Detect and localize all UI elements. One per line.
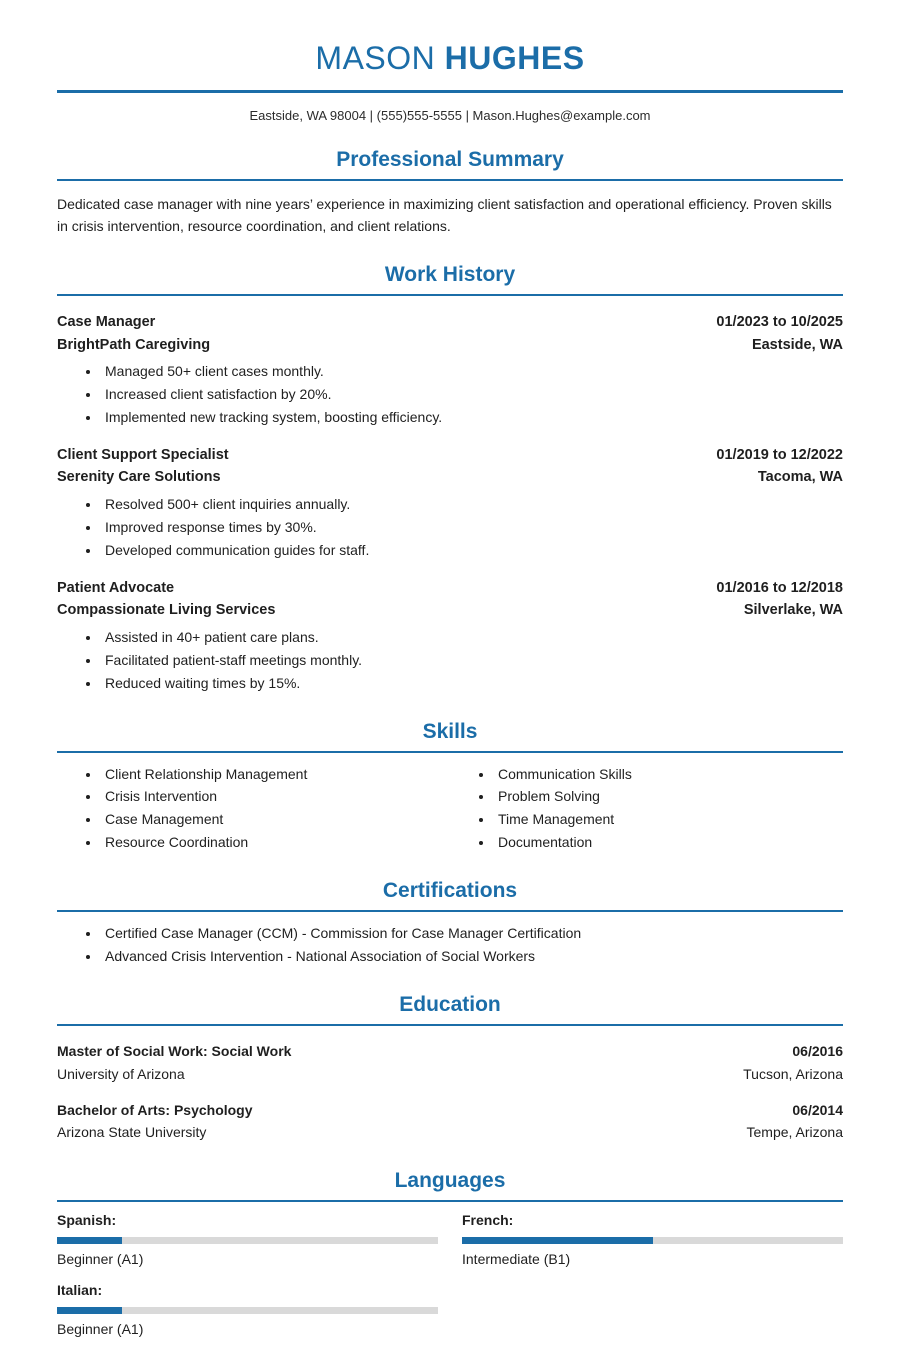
language-level: Beginner (A1)	[57, 1250, 144, 1267]
job-title-block	[57, 444, 229, 489]
summary-text: Dedicated case manager with nine years’ experience in maximizing client satisfaction and operational efficiency. Proven skills in crisis intervention, resource coordination, and client relations.	[57, 195, 832, 235]
section-work-history	[57, 263, 843, 694]
job-dates: 01/2019 to 12/2022	[716, 446, 843, 463]
education-school: Arizona State University	[57, 1124, 207, 1141]
language-progress-fill	[462, 1237, 653, 1244]
job-dates: 01/2016 to 12/2018	[716, 579, 843, 596]
name-space	[435, 40, 444, 76]
certifications-section-title: Certifications	[382, 879, 518, 903]
job-header	[57, 311, 843, 356]
job-header	[57, 444, 843, 489]
skills-grid	[57, 763, 843, 855]
work-history-divider	[57, 294, 843, 296]
job-bullet: • Developed communication guides for staff.	[101, 539, 843, 562]
job-title: Client Support Specialist	[57, 446, 229, 463]
job-list	[57, 311, 843, 694]
education-right-block	[743, 1040, 843, 1085]
job-bullet-list	[57, 626, 843, 695]
skill-item: • Communication Skills	[494, 763, 843, 786]
language-label: Spanish:	[57, 1211, 117, 1228]
job-bullet: • Facilitated patient-staff meetings monthly.	[101, 649, 843, 672]
education-location: Tucson, Arizona	[743, 1065, 843, 1082]
education-left-block	[57, 1040, 291, 1085]
language-item	[57, 1282, 438, 1337]
job-meta-block	[716, 311, 843, 356]
skill-item: • Problem Solving	[494, 785, 843, 808]
skill-item: • Resource Coordination	[101, 831, 450, 854]
education-degree: Master of Social Work: Social Work	[57, 1043, 292, 1060]
job-bullet-list	[57, 493, 843, 562]
resume-header	[57, 40, 843, 123]
education-right-block	[747, 1099, 844, 1144]
candidate-name	[57, 40, 843, 77]
skill-item: • Case Management	[101, 808, 450, 831]
job-entry	[57, 444, 843, 562]
job-bullet: • Resolved 500+ client inquiries annually.	[101, 493, 843, 516]
candidate-last-name: HUGHES	[444, 40, 585, 76]
job-company: Serenity Care Solutions	[57, 469, 221, 486]
job-location: Eastside, WA	[751, 336, 843, 353]
language-level: Beginner (A1)	[57, 1320, 144, 1337]
job-title-block	[57, 577, 275, 622]
job-company: BrightPath Caregiving	[57, 336, 211, 353]
skills-column-left	[57, 763, 450, 855]
languages-section-title: Languages	[394, 1168, 506, 1192]
contact-info: Eastside, WA 98004 | (555)555-5555 | Mason.Hughes@example.com	[249, 107, 651, 123]
job-company: Compassionate Living Services	[57, 602, 276, 619]
education-location: Tempe, Arizona	[746, 1124, 843, 1141]
job-title: Case Manager	[57, 314, 156, 331]
candidate-first-name: MASON	[315, 40, 436, 76]
education-date: 06/2016	[792, 1043, 843, 1060]
job-title: Patient Advocate	[57, 579, 175, 596]
skills-divider	[57, 751, 843, 753]
education-entry	[57, 1099, 843, 1144]
skill-item: • Client Relationship Management	[101, 763, 450, 786]
job-bullet: • Managed 50+ client cases monthly.	[101, 360, 843, 383]
summary-divider	[57, 179, 843, 181]
job-bullet: • Reduced waiting times by 15%.	[101, 672, 843, 695]
education-degree: Bachelor of Arts: Psychology	[57, 1102, 253, 1119]
section-languages	[57, 1169, 843, 1337]
certification-item: • Advanced Crisis Intervention - National Association of Social Workers	[101, 945, 843, 968]
summary-section-title: Professional Summary	[336, 147, 564, 171]
language-item	[57, 1212, 438, 1267]
job-bullet: • Implemented new tracking system, boosting efficiency.	[101, 406, 843, 429]
certification-item: • Certified Case Manager (CCM) - Commission for Case Manager Certification	[101, 922, 843, 945]
skills-column-right	[450, 763, 843, 855]
certification-list	[57, 922, 843, 968]
skill-item: • Documentation	[494, 831, 843, 854]
job-dates: 01/2023 to 10/2025	[716, 314, 843, 331]
education-school: University of Arizona	[57, 1065, 185, 1082]
skill-item: • Crisis Intervention	[101, 785, 450, 808]
certifications-divider	[57, 910, 843, 912]
section-professional-summary	[57, 148, 843, 238]
language-progress-fill	[57, 1237, 122, 1244]
section-certifications	[57, 879, 843, 968]
job-header	[57, 577, 843, 622]
language-progress-fill	[57, 1307, 122, 1314]
job-meta-block	[716, 444, 843, 489]
education-list	[57, 1040, 843, 1144]
job-location: Silverlake, WA	[743, 602, 843, 619]
language-label: Italian:	[57, 1281, 103, 1298]
language-level: Intermediate (B1)	[462, 1250, 571, 1267]
education-date: 06/2014	[792, 1102, 843, 1119]
job-entry	[57, 577, 843, 695]
job-location: Tacoma, WA	[757, 469, 843, 486]
education-entry	[57, 1040, 843, 1085]
job-bullet-list	[57, 360, 843, 429]
skill-item: • Time Management	[494, 808, 843, 831]
job-entry	[57, 311, 843, 429]
job-bullet: • Increased client satisfaction by 20%.	[101, 383, 843, 406]
language-progress-bar	[57, 1237, 438, 1244]
work-history-section-title: Work History	[384, 263, 516, 287]
education-divider	[57, 1024, 843, 1026]
job-title-block	[57, 311, 210, 356]
job-bullet: • Assisted in 40+ patient care plans.	[101, 626, 843, 649]
languages-divider	[57, 1200, 843, 1202]
section-education	[57, 993, 843, 1144]
section-skills	[57, 720, 843, 855]
education-left-block	[57, 1099, 253, 1144]
job-meta-block	[716, 577, 843, 622]
language-grid	[57, 1212, 843, 1337]
job-bullet: • Improved response times by 30%.	[101, 516, 843, 539]
education-section-title: Education	[399, 993, 501, 1017]
language-progress-bar	[57, 1307, 438, 1314]
language-item	[462, 1212, 843, 1267]
language-label: French:	[462, 1211, 514, 1228]
language-progress-bar	[462, 1237, 843, 1244]
skills-section-title: Skills	[422, 719, 478, 743]
header-divider	[57, 90, 843, 93]
